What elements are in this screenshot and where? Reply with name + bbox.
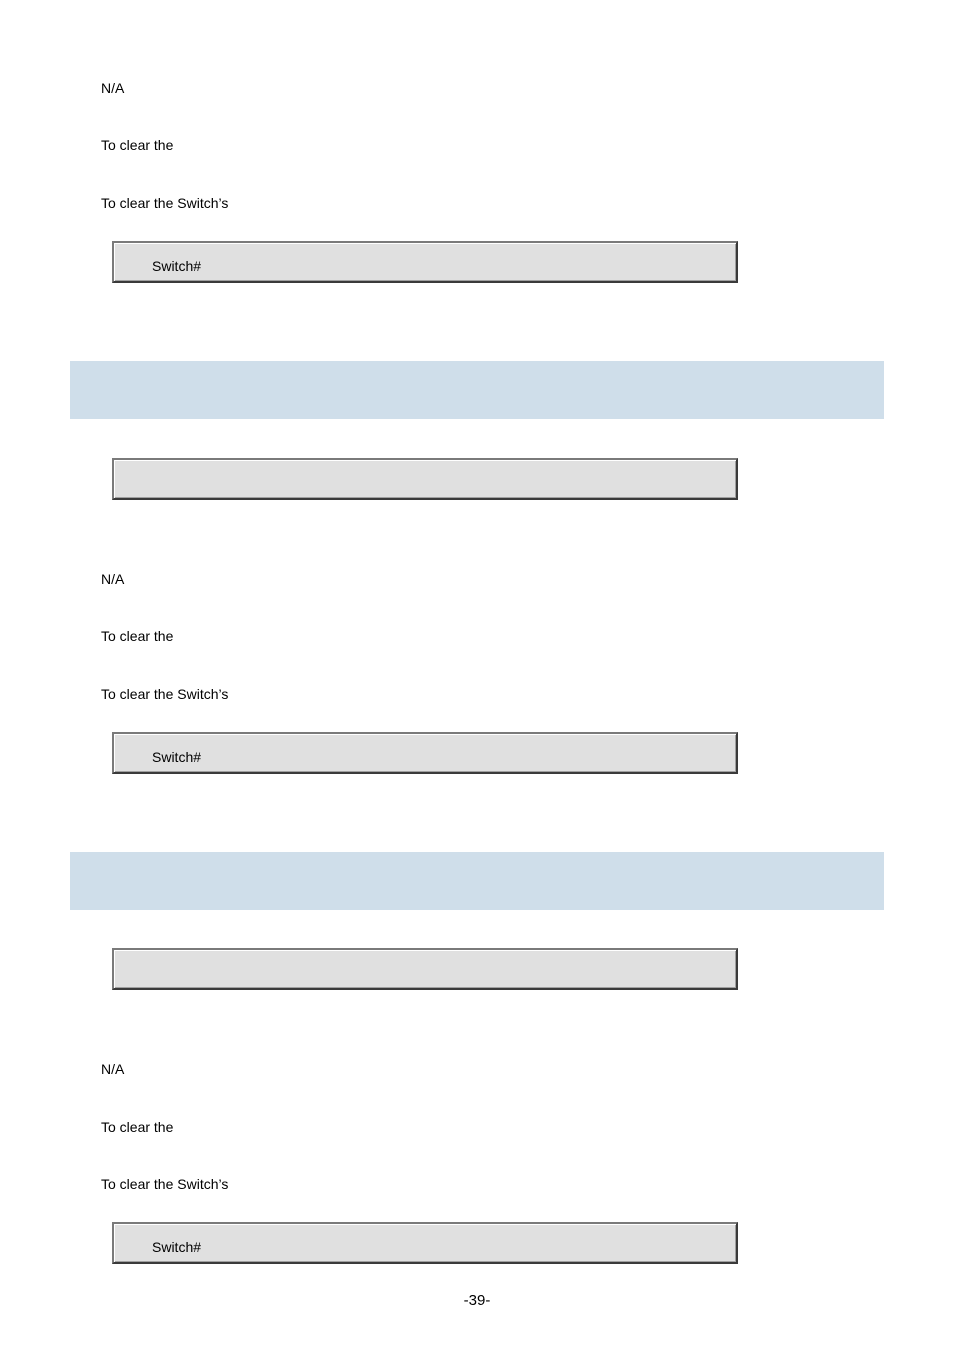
section-heading-band <box>70 361 884 419</box>
example-command-box <box>112 241 738 283</box>
usage-guide-text: To clear the Switch’s <box>101 686 229 702</box>
page-number: -39- <box>463 1292 491 1309</box>
usage-guide-text: To clear the Switch’s <box>101 1176 229 1192</box>
syntax-command-box <box>112 458 738 500</box>
syntax-command-box <box>112 948 738 990</box>
default-value-text: N/A <box>101 80 125 96</box>
example-command-box <box>112 732 738 774</box>
example-prompt: Switch# <box>152 258 202 274</box>
example-prompt: Switch# <box>152 749 202 765</box>
command-mode-text: To clear the <box>101 1119 174 1135</box>
default-value-text: N/A <box>101 1061 125 1077</box>
usage-guide-text: To clear the Switch’s <box>101 195 229 211</box>
command-mode-text: To clear the <box>101 137 174 153</box>
example-command-box <box>112 1222 738 1264</box>
example-prompt: Switch# <box>152 1239 202 1255</box>
section-heading-band <box>70 852 884 910</box>
default-value-text: N/A <box>101 571 125 587</box>
command-mode-text: To clear the <box>101 628 174 644</box>
